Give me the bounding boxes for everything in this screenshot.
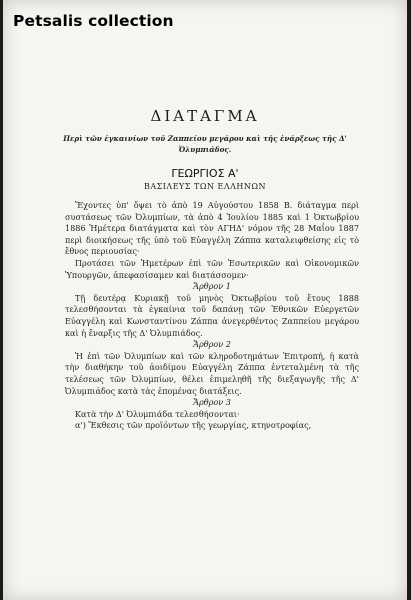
king-name: ΓΕΩΡΓΙΟΣ Α' <box>171 167 239 180</box>
article-text: Κατὰ τὴν Δ' Ὀλυμπιάδα τελεσθήσονται· <box>75 408 240 419</box>
document-page <box>3 0 407 600</box>
article-heading: Ἄρθρον 1 <box>193 281 231 292</box>
article-heading: Ἄρθρον 3 <box>193 397 231 408</box>
article-text: Τῇ δευτέρᾳ Κυριακῇ τοῦ μηνὸς Ὀκτωβρίου τοῦ ἔτους 1888 τελεσθήσονται τὰ ἐγκαίνια τοῦ δαπάνῃ τῶν Ἐθνικῶν Εὐεργετῶν Εὐαγγέλη καὶ Κωνσταντίνου Ζάππα ἀνεγερθέντος Ζαππείου μεγάρου καὶ ἡ ἔναρξις τῆς Δ' Ὀλυμπιάδος. <box>65 292 359 338</box>
article-text: Ἡ ἐπὶ τῶν Ὀλυμπίων καὶ τῶν κληροδοτημάτων Ἐπιτροπή, ἡ κατὰ τὴν διαθήκην τοῦ ἀοιδίμου Εὐαγγέλη Ζάππα ἐντεταλμένη τὰ τῆς τελέσεως τῶν Ὀλυμπίων, θέλει ἐπιμεληθῆ τῆς διεξαγωγῆς τῆς Δ' Ὀλυμπιάδος κατὰ τὰς ἑπομένας διατάξεις. <box>65 350 359 396</box>
decree-body <box>65 200 359 432</box>
article-heading: Ἄρθρον 2 <box>193 339 231 350</box>
document-title: ΔΙΑΤΑΓΜΑ <box>150 107 260 125</box>
collection-label: Petsalis collection <box>13 12 174 30</box>
preamble-paragraph: Ἔχοντες ὑπ' ὄψει τὸ ἀπὸ 19 Αὐγούστου 1858 Β. διάταγμα περὶ συστάσεως τῶν Ὀλυμπίων, τὰ ἀπὸ 4 Ἰουλίου 1885 καὶ 1 Ὀκτωβρίου 1886 Ἡμέτερα διατάγματα καὶ τὸν ΑΓΗΔ' νόμον τῆς 28 Μαΐου 1887 περὶ διοικήσεως τῆς ὑπὸ τοῦ Εὐαγγέλη Ζάππα καταλειφθείσης εἰς τὸ ἔθνος περιουσίας· <box>65 200 359 257</box>
document-subtitle: Περὶ τῶν ἐγκαινίων τοῦ Ζαππείου μεγάρου καὶ τῆς ἐνάρξεως τῆς Δ' Ὀλυμπιάδος. <box>63 134 347 154</box>
list-item: α') Ἔκθεσις τῶν προϊόντων τῆς γεωργίας, κτηνοτροφίας, <box>75 420 312 431</box>
proposal-paragraph: Προτάσει τῶν Ἡμετέρων ἐπὶ τῶν Ἐσωτερικῶν καὶ Οἰκονομικῶν Ὑπουργῶν, ἀπεφασίσαμεν καὶ διατάσσομεν· <box>65 257 359 280</box>
king-title: ΒΑΣΙΛΕΥΣ ΤΩΝ ΕΛΛΗΝΩΝ <box>143 182 267 191</box>
